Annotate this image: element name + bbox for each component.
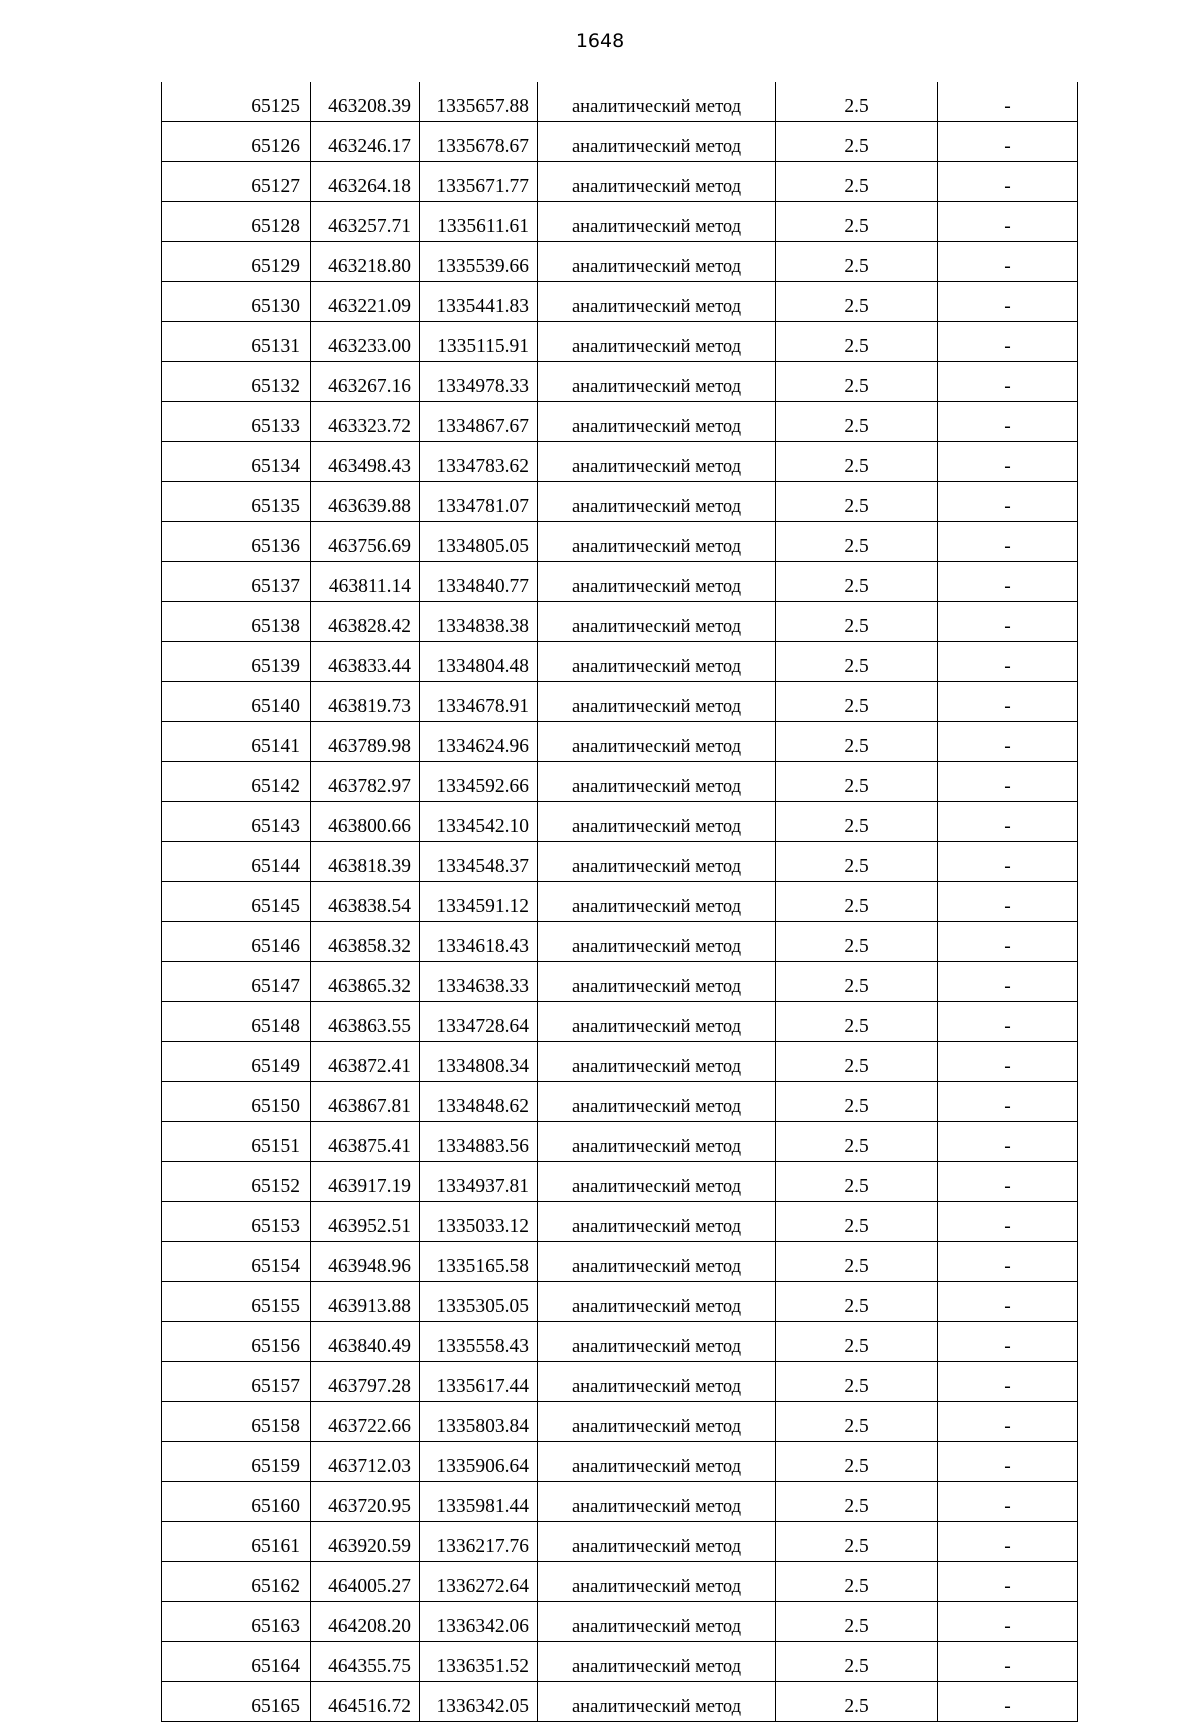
- y-coordinate-cell: 1334848.62: [420, 1082, 538, 1122]
- x-coordinate-cell: 463875.41: [311, 1122, 420, 1162]
- accuracy-cell: 2.5: [776, 642, 938, 682]
- table-row: [162, 282, 1078, 322]
- y-coordinate-cell: 1335617.44: [420, 1362, 538, 1402]
- y-coordinate-cell: 1336217.76: [420, 1522, 538, 1562]
- x-coordinate-cell: 463913.88: [311, 1282, 420, 1322]
- x-coordinate-cell: 464005.27: [311, 1562, 420, 1602]
- point-number-cell: 65128: [162, 202, 311, 242]
- note-cell: -: [938, 522, 1078, 562]
- method-cell: аналитический метод: [538, 242, 776, 282]
- y-coordinate-cell: 1334805.05: [420, 522, 538, 562]
- accuracy-cell: 2.5: [776, 82, 938, 122]
- x-coordinate-cell: 463818.39: [311, 842, 420, 882]
- y-coordinate-cell: 1335033.12: [420, 1202, 538, 1242]
- accuracy-cell: 2.5: [776, 962, 938, 1002]
- accuracy-cell: 2.5: [776, 1562, 938, 1602]
- point-number-cell: 65139: [162, 642, 311, 682]
- note-cell: -: [938, 1362, 1078, 1402]
- point-number-cell: 65158: [162, 1402, 311, 1442]
- x-coordinate-cell: 463246.17: [311, 122, 420, 162]
- accuracy-cell: 2.5: [776, 282, 938, 322]
- method-cell: аналитический метод: [538, 1202, 776, 1242]
- point-number-cell: 65142: [162, 762, 311, 802]
- method-cell: аналитический метод: [538, 322, 776, 362]
- table-row: [162, 802, 1078, 842]
- y-coordinate-cell: 1335441.83: [420, 282, 538, 322]
- x-coordinate-cell: 463233.00: [311, 322, 420, 362]
- x-coordinate-cell: 463782.97: [311, 762, 420, 802]
- note-cell: -: [938, 322, 1078, 362]
- method-cell: аналитический метод: [538, 1322, 776, 1362]
- point-number-cell: 65132: [162, 362, 311, 402]
- y-coordinate-cell: 1334867.67: [420, 402, 538, 442]
- x-coordinate-cell: 463800.66: [311, 802, 420, 842]
- point-number-cell: 65153: [162, 1202, 311, 1242]
- x-coordinate-cell: 463838.54: [311, 882, 420, 922]
- coordinates-table: [161, 82, 1078, 1722]
- x-coordinate-cell: 463756.69: [311, 522, 420, 562]
- accuracy-cell: 2.5: [776, 1202, 938, 1242]
- y-coordinate-cell: 1336342.06: [420, 1602, 538, 1642]
- x-coordinate-cell: 463264.18: [311, 162, 420, 202]
- note-cell: -: [938, 1482, 1078, 1522]
- method-cell: аналитический метод: [538, 1522, 776, 1562]
- table-row: [162, 962, 1078, 1002]
- note-cell: -: [938, 1322, 1078, 1362]
- point-number-cell: 65140: [162, 682, 311, 722]
- method-cell: аналитический метод: [538, 122, 776, 162]
- y-coordinate-cell: 1335803.84: [420, 1402, 538, 1442]
- point-number-cell: 65154: [162, 1242, 311, 1282]
- note-cell: -: [938, 362, 1078, 402]
- accuracy-cell: 2.5: [776, 1402, 938, 1442]
- x-coordinate-cell: 463833.44: [311, 642, 420, 682]
- table-row: [162, 122, 1078, 162]
- accuracy-cell: 2.5: [776, 922, 938, 962]
- point-number-cell: 65149: [162, 1042, 311, 1082]
- note-cell: -: [938, 1602, 1078, 1642]
- accuracy-cell: 2.5: [776, 1042, 938, 1082]
- point-number-cell: 65135: [162, 482, 311, 522]
- table-row: [162, 642, 1078, 682]
- point-number-cell: 65160: [162, 1482, 311, 1522]
- y-coordinate-cell: 1335678.67: [420, 122, 538, 162]
- note-cell: -: [938, 802, 1078, 842]
- x-coordinate-cell: 463218.80: [311, 242, 420, 282]
- point-number-cell: 65148: [162, 1002, 311, 1042]
- x-coordinate-cell: 463811.14: [311, 562, 420, 602]
- method-cell: аналитический метод: [538, 1162, 776, 1202]
- x-coordinate-cell: 463267.16: [311, 362, 420, 402]
- x-coordinate-cell: 463722.66: [311, 1402, 420, 1442]
- y-coordinate-cell: 1334638.33: [420, 962, 538, 1002]
- method-cell: аналитический метод: [538, 1122, 776, 1162]
- point-number-cell: 65145: [162, 882, 311, 922]
- y-coordinate-cell: 1334783.62: [420, 442, 538, 482]
- accuracy-cell: 2.5: [776, 802, 938, 842]
- note-cell: -: [938, 1682, 1078, 1722]
- point-number-cell: 65130: [162, 282, 311, 322]
- table-row: [162, 522, 1078, 562]
- point-number-cell: 65165: [162, 1682, 311, 1722]
- accuracy-cell: 2.5: [776, 882, 938, 922]
- point-number-cell: 65164: [162, 1642, 311, 1682]
- method-cell: аналитический метод: [538, 1682, 776, 1722]
- accuracy-cell: 2.5: [776, 842, 938, 882]
- note-cell: -: [938, 1562, 1078, 1602]
- method-cell: аналитический метод: [538, 842, 776, 882]
- note-cell: -: [938, 1202, 1078, 1242]
- method-cell: аналитический метод: [538, 1642, 776, 1682]
- accuracy-cell: 2.5: [776, 1682, 938, 1722]
- x-coordinate-cell: 463865.32: [311, 962, 420, 1002]
- note-cell: -: [938, 402, 1078, 442]
- accuracy-cell: 2.5: [776, 482, 938, 522]
- accuracy-cell: 2.5: [776, 602, 938, 642]
- method-cell: аналитический метод: [538, 1242, 776, 1282]
- y-coordinate-cell: 1334804.48: [420, 642, 538, 682]
- y-coordinate-cell: 1335558.43: [420, 1322, 538, 1362]
- note-cell: -: [938, 82, 1078, 122]
- method-cell: аналитический метод: [538, 162, 776, 202]
- point-number-cell: 65134: [162, 442, 311, 482]
- method-cell: аналитический метод: [538, 1602, 776, 1642]
- note-cell: -: [938, 1002, 1078, 1042]
- accuracy-cell: 2.5: [776, 522, 938, 562]
- accuracy-cell: 2.5: [776, 322, 938, 362]
- method-cell: аналитический метод: [538, 362, 776, 402]
- accuracy-cell: 2.5: [776, 202, 938, 242]
- accuracy-cell: 2.5: [776, 1242, 938, 1282]
- y-coordinate-cell: 1334591.12: [420, 882, 538, 922]
- x-coordinate-cell: 463948.96: [311, 1242, 420, 1282]
- table-row: [162, 1242, 1078, 1282]
- point-number-cell: 65163: [162, 1602, 311, 1642]
- x-coordinate-cell: 463867.81: [311, 1082, 420, 1122]
- method-cell: аналитический метод: [538, 922, 776, 962]
- y-coordinate-cell: 1335981.44: [420, 1482, 538, 1522]
- method-cell: аналитический метод: [538, 762, 776, 802]
- table-row: [162, 1322, 1078, 1362]
- method-cell: аналитический метод: [538, 802, 776, 842]
- note-cell: -: [938, 242, 1078, 282]
- table-row: [162, 442, 1078, 482]
- table-row: [162, 1522, 1078, 1562]
- x-coordinate-cell: 464516.72: [311, 1682, 420, 1722]
- accuracy-cell: 2.5: [776, 122, 938, 162]
- y-coordinate-cell: 1335539.66: [420, 242, 538, 282]
- y-coordinate-cell: 1334937.81: [420, 1162, 538, 1202]
- point-number-cell: 65143: [162, 802, 311, 842]
- y-coordinate-cell: 1334840.77: [420, 562, 538, 602]
- accuracy-cell: 2.5: [776, 1322, 938, 1362]
- accuracy-cell: 2.5: [776, 442, 938, 482]
- y-coordinate-cell: 1335906.64: [420, 1442, 538, 1482]
- table-row: [162, 1682, 1078, 1722]
- method-cell: аналитический метод: [538, 962, 776, 1002]
- y-coordinate-cell: 1334592.66: [420, 762, 538, 802]
- point-number-cell: 65129: [162, 242, 311, 282]
- accuracy-cell: 2.5: [776, 682, 938, 722]
- y-coordinate-cell: 1334883.56: [420, 1122, 538, 1162]
- note-cell: -: [938, 1042, 1078, 1082]
- x-coordinate-cell: 463257.71: [311, 202, 420, 242]
- method-cell: аналитический метод: [538, 1562, 776, 1602]
- page-number: 1648: [575, 30, 625, 52]
- point-number-cell: 65133: [162, 402, 311, 442]
- note-cell: -: [938, 762, 1078, 802]
- table-row: [162, 882, 1078, 922]
- table-row: [162, 162, 1078, 202]
- accuracy-cell: 2.5: [776, 1122, 938, 1162]
- y-coordinate-cell: 1334978.33: [420, 362, 538, 402]
- y-coordinate-cell: 1335165.58: [420, 1242, 538, 1282]
- accuracy-cell: 2.5: [776, 1602, 938, 1642]
- note-cell: -: [938, 1282, 1078, 1322]
- method-cell: аналитический метод: [538, 442, 776, 482]
- point-number-cell: 65150: [162, 1082, 311, 1122]
- point-number-cell: 65156: [162, 1322, 311, 1362]
- note-cell: -: [938, 162, 1078, 202]
- point-number-cell: 65125: [162, 82, 311, 122]
- method-cell: аналитический метод: [538, 642, 776, 682]
- accuracy-cell: 2.5: [776, 1482, 938, 1522]
- table-row: [162, 1042, 1078, 1082]
- method-cell: аналитический метод: [538, 1482, 776, 1522]
- note-cell: -: [938, 722, 1078, 762]
- x-coordinate-cell: 463712.03: [311, 1442, 420, 1482]
- x-coordinate-cell: 463917.19: [311, 1162, 420, 1202]
- note-cell: -: [938, 1082, 1078, 1122]
- method-cell: аналитический метод: [538, 482, 776, 522]
- note-cell: -: [938, 562, 1078, 602]
- x-coordinate-cell: 464355.75: [311, 1642, 420, 1682]
- y-coordinate-cell: 1334678.91: [420, 682, 538, 722]
- method-cell: аналитический метод: [538, 722, 776, 762]
- method-cell: аналитический метод: [538, 1442, 776, 1482]
- x-coordinate-cell: 463498.43: [311, 442, 420, 482]
- method-cell: аналитический метод: [538, 882, 776, 922]
- table-row: [162, 402, 1078, 442]
- y-coordinate-cell: 1335611.61: [420, 202, 538, 242]
- note-cell: -: [938, 202, 1078, 242]
- x-coordinate-cell: 463797.28: [311, 1362, 420, 1402]
- x-coordinate-cell: 463720.95: [311, 1482, 420, 1522]
- x-coordinate-cell: 463858.32: [311, 922, 420, 962]
- y-coordinate-cell: 1334781.07: [420, 482, 538, 522]
- x-coordinate-cell: 463952.51: [311, 1202, 420, 1242]
- y-coordinate-cell: 1335657.88: [420, 82, 538, 122]
- method-cell: аналитический метод: [538, 82, 776, 122]
- table-row: [162, 1362, 1078, 1402]
- point-number-cell: 65126: [162, 122, 311, 162]
- table-row: [162, 1002, 1078, 1042]
- note-cell: -: [938, 282, 1078, 322]
- table-row: [162, 722, 1078, 762]
- point-number-cell: 65137: [162, 562, 311, 602]
- note-cell: -: [938, 602, 1078, 642]
- table-row: [162, 1562, 1078, 1602]
- x-coordinate-cell: 463863.55: [311, 1002, 420, 1042]
- note-cell: -: [938, 642, 1078, 682]
- y-coordinate-cell: 1335671.77: [420, 162, 538, 202]
- method-cell: аналитический метод: [538, 562, 776, 602]
- x-coordinate-cell: 463828.42: [311, 602, 420, 642]
- table-row: [162, 1602, 1078, 1642]
- y-coordinate-cell: 1334728.64: [420, 1002, 538, 1042]
- x-coordinate-cell: 463819.73: [311, 682, 420, 722]
- point-number-cell: 65131: [162, 322, 311, 362]
- note-cell: -: [938, 1122, 1078, 1162]
- table-row: [162, 1122, 1078, 1162]
- accuracy-cell: 2.5: [776, 1642, 938, 1682]
- point-number-cell: 65136: [162, 522, 311, 562]
- accuracy-cell: 2.5: [776, 1362, 938, 1402]
- table-row: [162, 1082, 1078, 1122]
- point-number-cell: 65157: [162, 1362, 311, 1402]
- accuracy-cell: 2.5: [776, 1522, 938, 1562]
- x-coordinate-cell: 463639.88: [311, 482, 420, 522]
- method-cell: аналитический метод: [538, 1282, 776, 1322]
- x-coordinate-cell: 463872.41: [311, 1042, 420, 1082]
- x-coordinate-cell: 463789.98: [311, 722, 420, 762]
- note-cell: -: [938, 1642, 1078, 1682]
- accuracy-cell: 2.5: [776, 162, 938, 202]
- method-cell: аналитический метод: [538, 1002, 776, 1042]
- method-cell: аналитический метод: [538, 602, 776, 642]
- note-cell: -: [938, 1242, 1078, 1282]
- table-row: [162, 1202, 1078, 1242]
- point-number-cell: 65146: [162, 922, 311, 962]
- point-number-cell: 65147: [162, 962, 311, 1002]
- method-cell: аналитический метод: [538, 682, 776, 722]
- note-cell: -: [938, 682, 1078, 722]
- point-number-cell: 65138: [162, 602, 311, 642]
- method-cell: аналитический метод: [538, 522, 776, 562]
- y-coordinate-cell: 1336272.64: [420, 1562, 538, 1602]
- accuracy-cell: 2.5: [776, 562, 938, 602]
- x-coordinate-cell: 463920.59: [311, 1522, 420, 1562]
- point-number-cell: 65144: [162, 842, 311, 882]
- accuracy-cell: 2.5: [776, 1002, 938, 1042]
- point-number-cell: 65152: [162, 1162, 311, 1202]
- x-coordinate-cell: 463208.39: [311, 82, 420, 122]
- x-coordinate-cell: 463840.49: [311, 1322, 420, 1362]
- coordinates-table-body: [162, 82, 1078, 1722]
- note-cell: -: [938, 1162, 1078, 1202]
- table-row: [162, 202, 1078, 242]
- point-number-cell: 65162: [162, 1562, 311, 1602]
- accuracy-cell: 2.5: [776, 362, 938, 402]
- note-cell: -: [938, 482, 1078, 522]
- y-coordinate-cell: 1334542.10: [420, 802, 538, 842]
- table-row: [162, 922, 1078, 962]
- table-row: [162, 1442, 1078, 1482]
- table-row: [162, 682, 1078, 722]
- note-cell: -: [938, 442, 1078, 482]
- y-coordinate-cell: 1334548.37: [420, 842, 538, 882]
- accuracy-cell: 2.5: [776, 402, 938, 442]
- y-coordinate-cell: 1334618.43: [420, 922, 538, 962]
- method-cell: аналитический метод: [538, 1082, 776, 1122]
- y-coordinate-cell: 1336351.52: [420, 1642, 538, 1682]
- table-row: [162, 762, 1078, 802]
- note-cell: -: [938, 122, 1078, 162]
- y-coordinate-cell: 1334838.38: [420, 602, 538, 642]
- note-cell: -: [938, 882, 1078, 922]
- x-coordinate-cell: 463323.72: [311, 402, 420, 442]
- point-number-cell: 65127: [162, 162, 311, 202]
- y-coordinate-cell: 1334808.34: [420, 1042, 538, 1082]
- y-coordinate-cell: 1334624.96: [420, 722, 538, 762]
- table-row: [162, 1162, 1078, 1202]
- x-coordinate-cell: 464208.20: [311, 1602, 420, 1642]
- accuracy-cell: 2.5: [776, 1082, 938, 1122]
- method-cell: аналитический метод: [538, 282, 776, 322]
- method-cell: аналитический метод: [538, 1362, 776, 1402]
- table-row: [162, 1282, 1078, 1322]
- y-coordinate-cell: 1335305.05: [420, 1282, 538, 1322]
- point-number-cell: 65141: [162, 722, 311, 762]
- point-number-cell: 65161: [162, 1522, 311, 1562]
- table-row: [162, 242, 1078, 282]
- table-row: [162, 362, 1078, 402]
- accuracy-cell: 2.5: [776, 242, 938, 282]
- table-row: [162, 842, 1078, 882]
- note-cell: -: [938, 1402, 1078, 1442]
- accuracy-cell: 2.5: [776, 722, 938, 762]
- note-cell: -: [938, 1522, 1078, 1562]
- table-row: [162, 562, 1078, 602]
- y-coordinate-cell: 1336342.05: [420, 1682, 538, 1722]
- method-cell: аналитический метод: [538, 402, 776, 442]
- table-row: [162, 1402, 1078, 1442]
- method-cell: аналитический метод: [538, 1042, 776, 1082]
- table-row: [162, 1482, 1078, 1522]
- point-number-cell: 65151: [162, 1122, 311, 1162]
- point-number-cell: 65159: [162, 1442, 311, 1482]
- table-row: [162, 482, 1078, 522]
- accuracy-cell: 2.5: [776, 1162, 938, 1202]
- method-cell: аналитический метод: [538, 1402, 776, 1442]
- x-coordinate-cell: 463221.09: [311, 282, 420, 322]
- point-number-cell: 65155: [162, 1282, 311, 1322]
- table-row: [162, 322, 1078, 362]
- note-cell: -: [938, 962, 1078, 1002]
- note-cell: -: [938, 842, 1078, 882]
- method-cell: аналитический метод: [538, 202, 776, 242]
- y-coordinate-cell: 1335115.91: [420, 322, 538, 362]
- table-row: [162, 82, 1078, 122]
- table-row: [162, 1642, 1078, 1682]
- accuracy-cell: 2.5: [776, 1282, 938, 1322]
- table-row: [162, 602, 1078, 642]
- accuracy-cell: 2.5: [776, 1442, 938, 1482]
- accuracy-cell: 2.5: [776, 762, 938, 802]
- note-cell: -: [938, 1442, 1078, 1482]
- note-cell: -: [938, 922, 1078, 962]
